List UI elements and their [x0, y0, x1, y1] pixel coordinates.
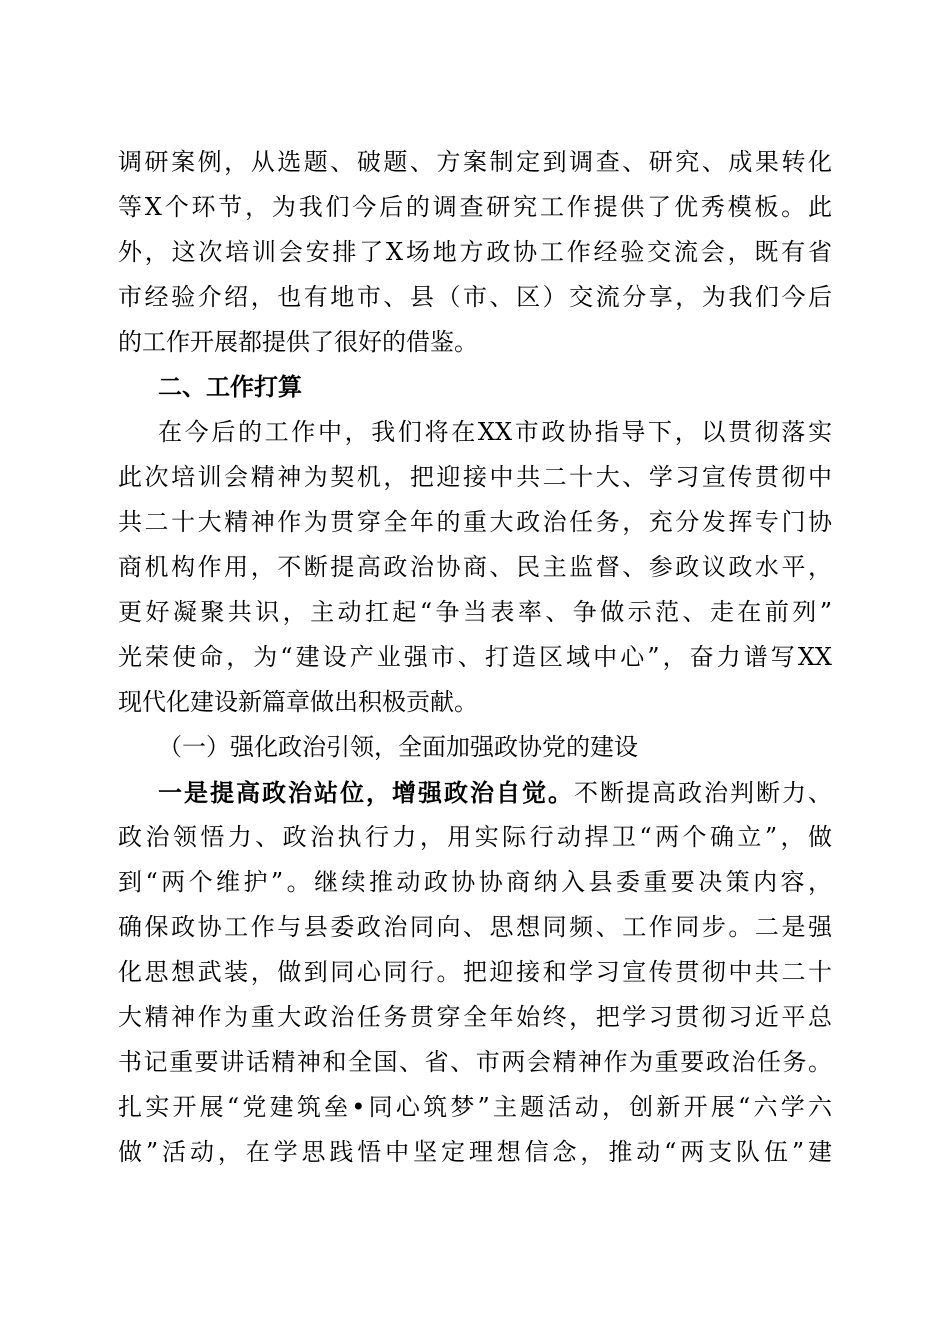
- text-run: 不断提高政治判断力、: [574, 779, 832, 807]
- text-line: 等X个环节，为我们今后的调查研究工作提供了优秀模板。此: [118, 193, 832, 221]
- paragraph-work-plan: [118, 410, 832, 725]
- text-line: 化思想武装，做到同心同行。把迎接和学习宣传贯彻中共二十: [118, 958, 832, 986]
- text-line: 到“两个维护”。继续推动政协协商纳入县委重要决策内容，: [118, 868, 832, 896]
- text-line: 外，这次培训会安排了X场地方政协工作经验交流会，既有省: [118, 238, 832, 266]
- text-line: 更好凝聚共识，主动扛起“争当表率、争做示范、走在前列”: [118, 598, 832, 626]
- text-line: 大精神作为重大政治任务贯穿全年始终，把学习贯彻习近平总: [118, 1003, 832, 1031]
- text-line: 现代化建设新篇章做出积极贡献。: [118, 688, 478, 716]
- text-line: 调研案例，从选题、破题、方案制定到调查、研究、成果转化: [118, 148, 832, 176]
- text-line: 商机构作用，不断提高政治协商、民主监督、参政议政水平，: [118, 553, 832, 581]
- text-line: 做”活动，在学思践悟中坚定理想信念，推动“两支队伍”建: [118, 1138, 832, 1166]
- text-line: 确保政协工作与县委政治同向、思想同频、工作同步。二是强: [118, 913, 832, 941]
- text-line: 书记重要讲话精神和全国、省、市两会精神作为重要政治任务。: [118, 1048, 832, 1076]
- text-line: 的工作开展都提供了很好的借鉴。: [118, 328, 478, 356]
- paragraph-case-study: [118, 140, 832, 365]
- text-line: 市经验介绍，也有地市、县（市、区）交流分享，为我们今后: [118, 283, 832, 311]
- text-line: 共二十大精神作为贯穿全年的重大政治任务，充分发挥专门协: [118, 508, 832, 536]
- text-line: 光荣使命，为“建设产业强市、打造区域中心”，奋力谱写XX: [118, 643, 832, 671]
- section-heading-work-plan: 二、工作打算: [158, 373, 302, 401]
- text-line: 政治领悟力、政治执行力，用实际行动捍卫“两个确立”，做: [118, 823, 832, 851]
- subheading-political-leadership: （一）强化政治引领，全面加强政协党的建设: [158, 733, 638, 761]
- text-line: 在今后的工作中，我们将在XX市政协指导下，以贯彻落实: [158, 418, 832, 446]
- text-line: [118, 770, 832, 815]
- bold-lead-phrase: 一是提高政治站位，增强政治自觉。: [158, 778, 574, 807]
- document-page: [118, 140, 832, 1175]
- paragraph-political-leadership: [118, 770, 832, 1175]
- text-line: 此次培训会精神为契机，把迎接中共二十大、学习宣传贯彻中: [118, 463, 832, 491]
- text-line: 扎实开展“党建筑垒•同心筑梦”主题活动，创新开展“六学六: [118, 1093, 832, 1121]
